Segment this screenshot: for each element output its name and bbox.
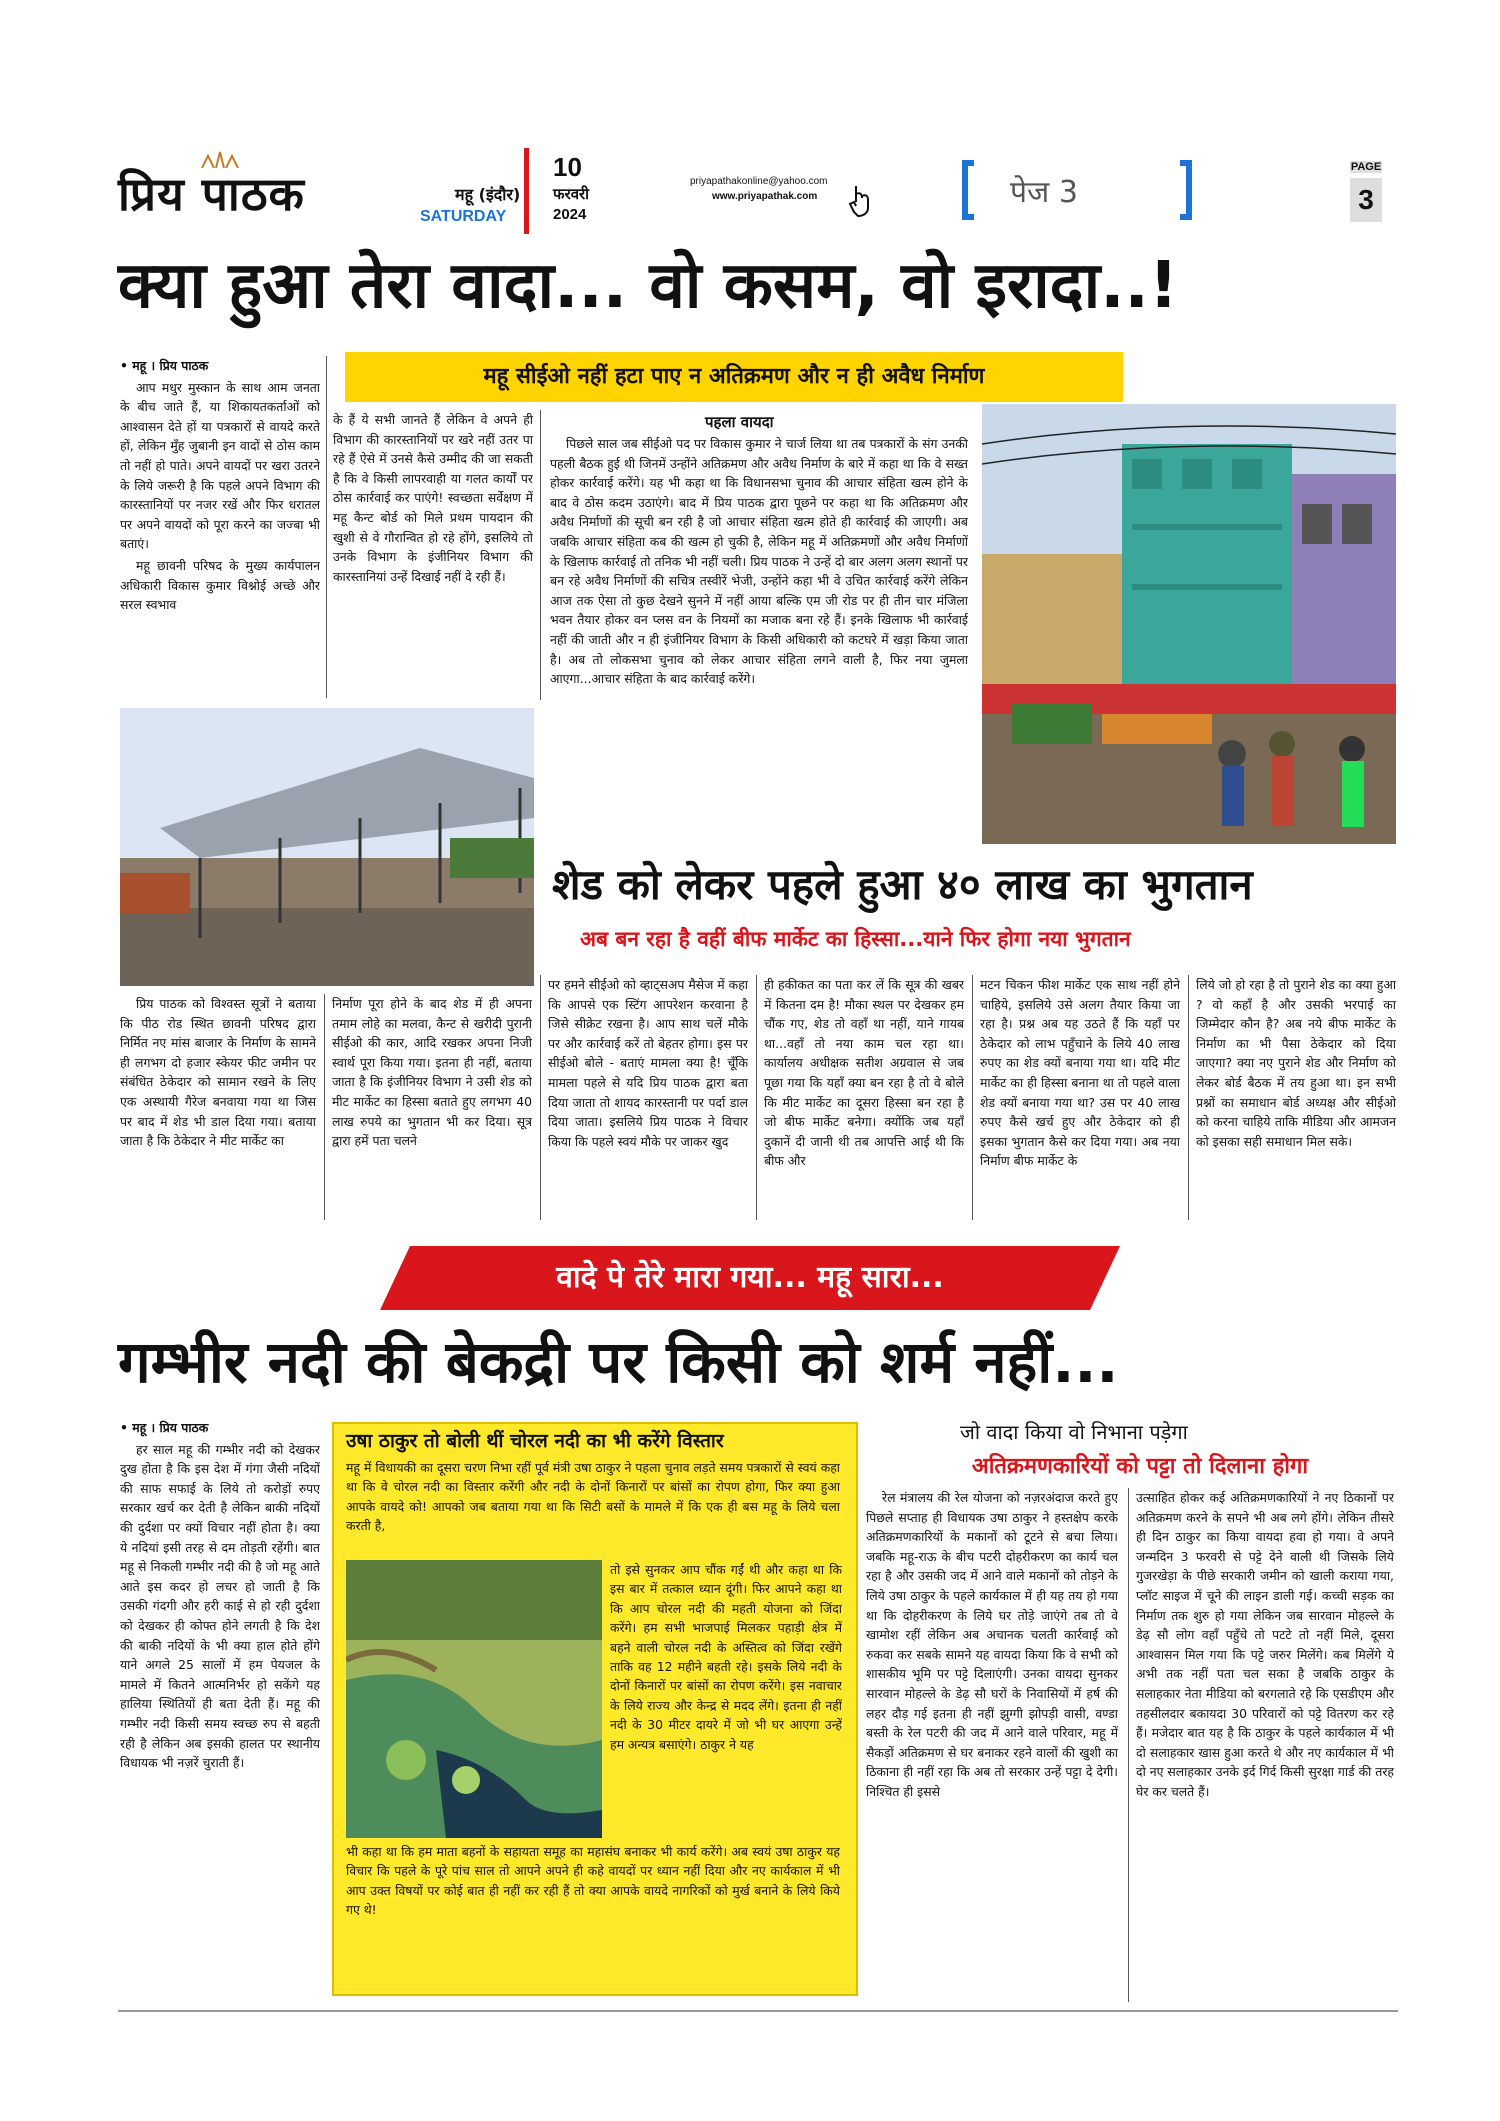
page-bracket-right <box>1180 160 1192 220</box>
story1-headline: क्या हुआ तेरा वादा... वो कसम, वो इरादा..! <box>118 249 1179 323</box>
column-divider <box>326 356 327 698</box>
river-photo <box>346 1560 602 1838</box>
story2-paragraph: ही हकीकत का पता कर लें कि सूत्र की खबर में कितना दम है! मौका स्थल पर देखकर हम चौंक गए, शेड तो वहाँ था नहीं, याने गायब था...वहाँ तो नया काम चल रहा था। कार्यालय अधीक्षक सतीश अग्रवाल से जब पूछा गया कि यहाँ क्या बन रहा है तो वे बोले कि मीट मार्केट का दूसरा हिस्सा बन रहा है जो बीफ मार्केट बनेगा। क्योंकि जब यहाँ दुकानें दी जानी थी तब आपत्ति आई थी कि बीफ और <box>764 977 964 1169</box>
story3-right-kicker: जो वादा किया वो निभाना पड़ेगा <box>960 1420 1188 1444</box>
temple-icon <box>200 150 240 168</box>
email-link[interactable]: priyapathakonline@yahoo.com <box>690 176 828 187</box>
place-label: महू (इंदौर) <box>455 185 521 204</box>
yellow-paragraph: महू में विधायकी का दूसरा चरण निभा रहीं पूर्व मंत्री उषा ठाकुर ने पहला चुनाव लड़ते समय पत्रकारों से स्वयं कहा था कि वे चोरल नदी का विस्तार करेंगी और नदी के दोनों किनारों पर बांसों का रोपण होगा, फिर क्या हुआ आपके वायदे को! आपको जब बताया गया था कि सिटी बसों के मामले में कि एक ही बस महू के लिये चला करती है, <box>346 1460 840 1534</box>
story2-subheadline: अब बन रहा है वहीं बीफ मार्केट का हिस्सा...याने फिर होगा नया भुगतान <box>580 927 1131 951</box>
masthead-divider <box>524 148 529 234</box>
story3-paragraph: हर साल महू की गम्भीर नदी को देखकर दुख होता है कि इस देश में गंगा जैसी नदियों की साफ सफाई के लिये तो करोड़ों रुपए सरकार खर्च कर देती है लेकिन बाकी नदियों की दुर्दशा पर क्यों विचार नहीं होता है। क्या ये नदियां इसी तरह से दम तोड़ती रहेंगी। बात महू से निकली गम्भीर नदी की है जो महू आते आते इस कदर हो लचर हो जाती है कि उसकी गंदगी और हरी काई से हो रही दुर्दशा को देखकर ही कोफ्त होने लगती है कि देश की बाकी नदियों के भी क्या हाल होते होंगे याने अगले 25 सालों में हम पेयजल के मामले में कितने आत्मनिर्भर हो सकेंगे यह हालिया स्थितियों ही बता देती हैं। महू की गम्भीर नदी किसी समय स्वच्छ रुप से बहती रही है लेकिन अब इसकी हालत पर स्थानीय विधायक भी नज़रें चुराती हैं। <box>120 1441 320 1771</box>
story1-paragraph: आप मधुर मुस्कान के साथ आम जनता के बीच जाते हैं, या शिकायतकर्ताओं को आश्वासन देते हों या पत्रकारों से वायदे करते हों, लेकिन मुँह जुबानी इन वादों से ठोस काम तो नहीं हो पाते। अपने वायदों पर खरा उतरने के लिये जरूरी है कि पहले अपने विभाग की कारस्तानियों पर नजर रखें और फिर धरातल पर अपने वायदों को पूरा करने का जज्बा भी बताएं। <box>120 379 320 552</box>
building-photo <box>982 404 1396 844</box>
story2-col4 <box>764 975 964 1220</box>
column-divider <box>540 975 541 1220</box>
story3-paragraph: उत्साहित होकर कई अतिक्रमणकारियों ने नए ठिकानों पर अतिक्रमण करने के सपने भी अब लगे होंगे। लेकिन तीसरे ही दिन ठाकुर का किया वायदा हवा हो गया। वे अपने जन्मदिन 3 फरवरी से पट्टे देने वाली थी जिसके लिये गुजरखेड़ा के पीछे सरकारी जमीन को खाली कराया गया, प्लॉट साइज में चूने की लाइन डाली गई। कच्ची सड़क का निर्माण तक शुरु हो गया लेकिन जब सारवान मोहल्ले के डेढ़ सौ लोग वहाँ पहुँचे तो पटटे तो नहीं मिले, दूसरा आश्वासन मिल गया कि पट्टे जरुर मिलेंगे। कब मिलेंगे ये अभी तक नहीं पता चल सका है जबकि ठाकुर के सलाहकार नेता मीडिया को बरगलाते रहे कि एसडीएम और तहसीलदार बकायदा 30 परिवारों को पट्टे वितरण कर रहे हैं। मजेदार बात यह है कि ठाकुर के पहले कार्यकाल में भी दो सलाहकार खास हुआ करते थे और नए कार्यकाल में भी दो नए सलाहकार उनके इर्द गिर्द किसी सुरक्षा गार्ड की तरह घेर कर चलते हैं। <box>1136 1490 1394 1799</box>
story3-right-col1 <box>866 1488 1118 2002</box>
story2-col3 <box>548 975 748 1220</box>
yellow-paragraph: भी कहा था कि हम माता बहनों के सहायता समूह का महासंघ बनाकर भी कार्य करेंगे। अब स्वयं उषा ठाकुर यह विचार कि पहले के पूरे पांच साल तो आपने अपने ही कहे वायदों पर ध्यान नहीं दिया और नए कार्यकाल में भी आप उक्त विषयों पर कोई बात ही नहीं कर रही हैं तो क्या आपके वायदे नागरिकों को मुर्ख बनाने के लिये किये गए थे! <box>346 1844 840 1918</box>
pointer-hand-icon <box>848 184 874 218</box>
page-tag: PAGE <box>1350 161 1382 173</box>
page-label: पेज 3 <box>1010 175 1078 210</box>
story1-vayda-column <box>550 434 968 824</box>
story1-paragraph: पिछले साल जब सीईओ पद पर विकास कुमार ने चार्ज लिया था तब पत्रकारों के संग उनकी पहली बैठक हुई थी जिनमें उन्होंने अतिक्रमण और अवैध निर्माण के बारे में कहा था कि वे सख्त होकर कार्रवाई करेंगे। यह भी कहा था कि विधानसभा चुनाव की आचार संहिता खत्म होने के बाद वे ठोस कदम उठाएंगे। बाद में प्रिय पाठक द्वारा पूछने पर कहा था कि अतिक्रमण और अवैध निर्माणों की सूची बन रही है जो आचार संहिता खत्म होते ही कार्रवाई की जाएगी। अब जबकि आचार संहिता कब की खत्म हो चुकी है, लेकिन महू में अतिक्रमणों और अवैध निर्माणों के खिलाफ कार्रवाई तो तनिक भी नहीं चली। प्रिय पाठक ने उन्हें दो बार अलग अलग स्थानों पर बन रहे अवैध निर्माणों की सचित्र तस्वीरें भेजी, उन्होंने कहा भी वे उचित कार्रवाई करेंगे लेकिन आज तक ऐसा तो कुछ देखने सुनने में नहीं आया बल्कि एम जी रोड पर ही तीन चार मंजिला भवन तैयार होकर वन प्लस वन के नियमों का मजाक बना रहे हैं। इनके खिलाफ भी कार्रवाई नहीं की जाती और न ही इंजीनियर विभाग के किसी अधिकारी को कटघरे में खड़ा किया जाता है। अब तो लोकसभा चुनाव को लेकर आचार संहिता लगने वाली है, फिर नया जुमला आएगा...आचार संहिता के बाद कार्रवाई करेंगे। <box>550 436 968 687</box>
column-divider <box>1128 1488 1129 2002</box>
website-link[interactable]: www.priyapathak.com <box>712 191 818 202</box>
story2-paragraph: पर हमने सीईओ को व्हाट्सअप मैसेज में कहा कि आपसे एक स्टिंग आपरेशन करवाना है जिसे सीक्रेट रखना है। आप साथ चलें मौके पर और कार्रवाई करें तो बेहतर होगा। इस पर सीईओ बोले - बताएं मामला क्या है! चूँकि मामला पहले से यदि प्रिय पाठक द्वारा बता दिया जाता तो शायद कारस्तानी पर पर्दा डाल दिया जाता। इसलिये प्रिय पाठक ने विचार किया कि पहले स्वयं मौके पर जाकर खुद <box>548 977 748 1149</box>
story3-headline: गम्भीर नदी की बेकद्री पर किसी को शर्म नहीं... <box>118 1328 1119 1396</box>
story2-col6 <box>1196 975 1396 1220</box>
column-divider <box>324 994 325 1220</box>
story3-right-headline: अतिक्रमणकारियों को पट्टा तो दिलाना होगा <box>971 1454 1309 1479</box>
yellow-box-title: उषा ठाकुर तो बोली थीं चोरल नदी का भी करेंगे विस्तार <box>346 1430 724 1452</box>
column-divider <box>972 975 973 1220</box>
story3-left-col <box>120 1418 320 2002</box>
story2-col5 <box>980 975 1180 1220</box>
byline: • महू । प्रिय पाठक <box>120 1420 209 1435</box>
story1-subhead: पहला वायदा <box>705 413 774 431</box>
masthead-logo: प्रिय पाठक <box>118 167 305 221</box>
date-month: फरवरी <box>553 185 590 203</box>
yellow-box-bottom-text <box>346 1842 840 1982</box>
column-divider <box>1188 975 1189 1220</box>
story3-paragraph: रेल मंत्रालय की रेल योजना को नज़रअंदाज करते हुए पिछले सप्ताह ही विधायक उषा ठाकुर ने हस्तक्षेप करके अतिक्रमणकारियों के मकानों को टूटने से बचा लिया। जबकि महू-राऊ के बीच पटरी दोहरीकरण का कार्य चल रहा है और उसकी जद में आने वाले मकानों को तोड़ने के लिये उषा ठाकुर के पहले कार्यकाल में ही यह तय हो गया था कि दोहरीकरण के लिये घर तोड़े जाएंगे तब तो वे खामोश रहीं लेकिन अब अचानक चलती कार्रवाई को रुकवा कर सबके सामने यह वायदा किया कि वे सभी को शासकीय भूमि पर पट्टे दिलाएंगी। उनका वायदा सुनकर सारवान मोहल्ले के डेढ़ सौ घरों के निवासियों में हर्ष की लहर दौड़ गई इतना ही नहीं झुग्गी झोपड़ी वासी, वण्डा बस्ती के रेल पटरी की जद में आने वाले परिवार, महू में सैकड़ों अतिक्रमण से घर बनाकर रहने वालों की खुशी का ठिकाना ही नहीं रहा कि अब तो सरकार उन्हें पट्टा दे देगी। निश्चित ही इससे <box>866 1490 1118 1799</box>
story1-banner: महू सीईओ नहीं हटा पाए न अतिक्रमण और न ही अवैध निर्माण <box>345 352 1123 402</box>
story1-col1 <box>120 356 320 698</box>
story2-paragraph: लिये जो हो रहा है तो पुराने शेड का क्या हुआ ? वो कहाँ है और उसकी भरपाई का जिम्मेदार कौन है? अब नये बीफ मार्केट के निर्माण का भी पैसा ठेकेदार को दिया जाएगा? क्या नए पुराने शेड और निर्माण को लेकर बोर्ड बैठक में तय हुआ था। इन सभी प्रश्नों का समाधान बोर्ड अध्यक्ष और सीईओ को करना चाहिये ताकि मीडिया और आमजन को इसका सही समाधान मिल सके। <box>1196 977 1396 1149</box>
story3-banner: वादे पे तेरे मारा गया... महू सारा... <box>556 1260 944 1295</box>
date-year: 2024 <box>553 206 587 223</box>
story2-paragraph: मटन चिकन फीश मार्केट एक साथ नहीं होने चाहिये, इसलिये उसे अलग तैयार किया जा रहा है। प्रश्न अब यह उठते हैं कि यहाँ पर ठेकेदार को लाभ पहुँचाने के लिये 40 लाख रुपए का शेड क्यों बनाया गया था। यदि मीट मार्केट का ही हिस्सा बनाना था तो पहले वाला शेड क्यों बनाया गया था? उस पर 40 लाख रुपए कैसे खर्च हुए और ठेकेदार को ही इसका भुगतान कैसे कर दिया गया। अब नया निर्माण बीफ मार्केट के <box>980 977 1180 1169</box>
story2-headline: शेड को लेकर पहले हुआ ४० लाख का भुगतान <box>552 860 1253 909</box>
shed-photo <box>120 708 534 986</box>
column-divider <box>540 410 541 700</box>
yellow-box-top-text <box>346 1458 840 1558</box>
page-number: 3 <box>1350 178 1382 222</box>
story2-col1 <box>120 994 316 1220</box>
day-label: SATURDAY <box>420 208 507 225</box>
story2-paragraph: निर्माण पूरा होने के बाद शेड में ही अपना तमाम लोहे का मलवा, कैन्ट से खरीदी पुरानी सीईओ की कार, आदि रखकर अपना निजी स्वार्थ पूरा किया गया। इतना ही नहीं, बताया जाता है कि इंजीनियर विभाग ने उसी शेड को मीट मार्केट का हिस्सा बताते हुए लगभग 40 लाख रुपये का भुगतान भी कर दिया। सूत्र द्वारा हमें पता चलने <box>332 996 532 1149</box>
date-number: 10 <box>553 152 582 182</box>
byline: • महू । प्रिय पाठक <box>120 358 209 373</box>
yellow-box-side-text <box>610 1560 842 1838</box>
story2-col2 <box>332 994 532 1220</box>
story2-paragraph: प्रिय पाठक को विश्वस्त सूत्रों ने बताया कि पीठ रोड स्थित छावनी परिषद द्वारा निर्मित नए मांस बाजार के निर्माण के सामने ही लगभग दो हजार स्केयर फीट जमीन पर संबंधित ठेकेदार को सामान रखने के लिए एक अस्थायी गैरेज बनवाया गया था जिस पर बाद में शेड भी डाल दिया गया। बताया जाता है कि ठेकेदार ने मीट मार्केट का <box>120 996 316 1149</box>
story1-col2 <box>333 410 533 700</box>
bottom-rule <box>118 2010 1398 2012</box>
story1-paragraph: महू छावनी परिषद के मुख्य कार्यपालन अधिकारी विकास कुमार विश्नोई अच्छे और सरल स्वभाव <box>120 557 320 613</box>
column-divider <box>756 975 757 1220</box>
story3-right-col2 <box>1136 1488 1394 2002</box>
yellow-paragraph: तो इसे सुनकर आप चौंक गईं थी और कहा था कि इस बार में तत्काल ध्यान दूंगी। फिर आपने कहा था कि आप चोरल नदी की महती योजना को जिंदा करेंगे। हम सभी भाजपाई मिलकर पहाड़ी क्षेत्र में बहने वाली चोरल नदी के अस्तित्व को जिंदा रखेंगे ताकि वह 12 महीने बहती रहे। इसके लिये नदी के दोनों किनारों पर बांसों का रोपण करेंगे। इस नवाचार के लिये राज्य और केन्द्र से मदद लेंगे। इतना ही नहीं नदी के 30 मीटर दायरे में जो भी घर आएगा उन्हें हम अन्यत्र बसाएंगे। ठाकुर ने यह <box>610 1562 842 1752</box>
story1-paragraph: के हैं ये सभी जानते हैं लेकिन वे अपने ही विभाग की कारस्तानियों पर खरे नहीं उतर पा रहे हैं ऐसे में उनसे कैसे उम्मीद की जा सकती है कि वे किसी लापरवाही या गलत कार्यों पर ठोस कार्रवाई कर पाएंगे! स्वच्छता सर्वेक्षण में महू कैन्ट बोर्ड को मिले प्रथम पायदान की खुशी से वे गौरान्वित हो रहे होंगे, इसलिये तो उनके विभाग के इंजीनियर विभाग की कारस्तानियां उन्हें दिखाई नहीं दे रही हैं। <box>333 412 533 584</box>
page-bracket-left <box>962 160 974 220</box>
masthead <box>0 0 1500 235</box>
